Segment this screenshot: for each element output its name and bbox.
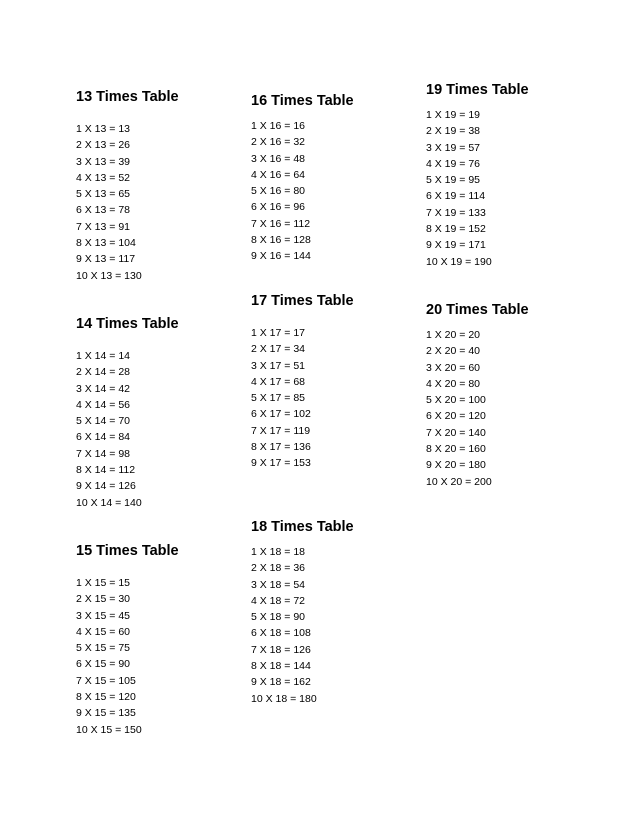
table-row: 5 X 19 = 95	[426, 174, 481, 187]
table-row: 2 X 16 = 32	[251, 136, 306, 149]
table-row: 2 X 13 = 26	[76, 139, 131, 152]
table-rows	[76, 575, 179, 738]
table-row: 3 X 17 = 51	[251, 359, 306, 372]
table-rows	[426, 327, 529, 490]
table-row: 8 X 20 = 160	[426, 443, 486, 456]
table-row: 8 X 13 = 104	[76, 237, 136, 250]
table-row: 10 X 18 = 180	[251, 692, 317, 705]
table-row: 3 X 16 = 48	[251, 152, 306, 165]
table-row: 4 X 20 = 80	[426, 377, 481, 390]
table-row: 4 X 16 = 64	[251, 168, 306, 181]
table-title: 18 Times Table	[251, 519, 354, 535]
table-row: 9 X 14 = 126	[76, 480, 136, 493]
table-row: 9 X 16 = 144	[251, 250, 311, 263]
table-row: 8 X 19 = 152	[426, 223, 486, 236]
table-row: 9 X 17 = 153	[251, 457, 311, 470]
table-row: 5 X 17 = 85	[251, 392, 306, 405]
times-table-16	[251, 92, 354, 265]
table-rows	[251, 325, 354, 472]
table-row: 6 X 17 = 102	[251, 408, 311, 421]
table-row: 3 X 18 = 54	[251, 578, 306, 591]
table-row: 1 X 15 = 15	[76, 577, 131, 589]
table-row: 2 X 18 = 36	[251, 562, 306, 575]
table-row: 4 X 13 = 52	[76, 171, 131, 184]
table-row: 3 X 19 = 57	[426, 141, 481, 154]
table-row: 4 X 17 = 68	[251, 375, 306, 388]
table-title: 13 Times Table	[76, 89, 179, 105]
table-title: 19 Times Table	[426, 82, 529, 98]
table-row: 7 X 17 = 119	[251, 424, 311, 437]
table-row: 8 X 18 = 144	[251, 660, 311, 673]
table-row: 6 X 20 = 120	[426, 410, 486, 423]
times-table-15	[76, 542, 179, 738]
table-row: 5 X 16 = 80	[251, 185, 306, 198]
table-row: 6 X 14 = 84	[76, 431, 131, 444]
table-row: 8 X 14 = 112	[76, 464, 136, 477]
table-row: 1 X 16 = 16	[251, 120, 306, 132]
table-row: 3 X 20 = 60	[426, 361, 481, 374]
table-row: 2 X 15 = 30	[76, 593, 131, 606]
table-row: 8 X 17 = 136	[251, 441, 311, 454]
table-row: 8 X 15 = 120	[76, 691, 136, 704]
table-row: 10 X 15 = 150	[76, 723, 142, 736]
times-table-18	[251, 518, 354, 707]
table-row: 7 X 18 = 126	[251, 643, 311, 656]
table-title: 17 Times Table	[251, 293, 354, 309]
times-table-20	[426, 301, 529, 490]
table-row: 4 X 19 = 76	[426, 157, 481, 170]
table-row: 2 X 17 = 34	[251, 343, 306, 356]
table-row: 1 X 18 = 18	[251, 546, 306, 558]
table-title: 16 Times Table	[251, 93, 354, 109]
table-row: 4 X 15 = 60	[76, 625, 131, 638]
table-row: 6 X 18 = 108	[251, 627, 311, 640]
table-row: 10 X 13 = 130	[76, 269, 142, 282]
times-table-14	[76, 315, 179, 511]
table-row: 2 X 19 = 38	[426, 125, 481, 138]
table-rows	[251, 118, 354, 265]
table-row: 1 X 13 = 13	[76, 123, 131, 135]
table-row: 4 X 18 = 72	[251, 594, 306, 607]
table-rows	[76, 121, 179, 284]
table-row: 7 X 20 = 140	[426, 426, 486, 439]
table-row: 10 X 19 = 190	[426, 255, 492, 268]
times-table-17	[251, 292, 354, 472]
table-row: 8 X 16 = 128	[251, 234, 311, 247]
times-table-13	[76, 88, 179, 284]
table-row: 4 X 14 = 56	[76, 398, 131, 411]
table-row: 2 X 14 = 28	[76, 366, 131, 379]
table-row: 7 X 14 = 98	[76, 447, 131, 460]
table-row: 7 X 13 = 91	[76, 220, 131, 233]
table-title: 14 Times Table	[76, 316, 179, 332]
table-row: 10 X 14 = 140	[76, 496, 142, 509]
table-row: 3 X 14 = 42	[76, 382, 131, 395]
table-title: 15 Times Table	[76, 543, 179, 559]
table-row: 6 X 16 = 96	[251, 201, 306, 214]
table-row: 7 X 15 = 105	[76, 674, 136, 687]
table-row: 5 X 18 = 90	[251, 611, 306, 624]
table-row: 5 X 13 = 65	[76, 188, 131, 201]
table-rows	[251, 544, 354, 707]
table-row: 6 X 13 = 78	[76, 204, 131, 217]
table-rows	[76, 348, 179, 511]
table-row: 10 X 20 = 200	[426, 475, 492, 488]
table-rows	[426, 107, 529, 270]
table-row: 9 X 15 = 135	[76, 707, 136, 720]
table-row: 9 X 13 = 117	[76, 253, 136, 266]
table-row: 7 X 19 = 133	[426, 206, 486, 219]
table-row: 2 X 20 = 40	[426, 345, 481, 358]
table-row: 6 X 19 = 114	[426, 190, 486, 203]
table-row: 1 X 14 = 14	[76, 350, 131, 362]
table-row: 3 X 15 = 45	[76, 609, 131, 622]
table-row: 1 X 19 = 19	[426, 109, 481, 121]
table-row: 5 X 14 = 70	[76, 415, 131, 428]
table-row: 5 X 20 = 100	[426, 394, 486, 407]
table-row: 1 X 17 = 17	[251, 327, 306, 339]
table-row: 9 X 20 = 180	[426, 459, 486, 472]
table-row: 9 X 18 = 162	[251, 676, 311, 689]
table-title: 20 Times Table	[426, 302, 529, 318]
table-row: 9 X 19 = 171	[426, 239, 486, 252]
table-row: 7 X 16 = 112	[251, 217, 311, 230]
times-table-19	[426, 81, 529, 270]
table-row: 5 X 15 = 75	[76, 642, 131, 655]
table-row: 3 X 13 = 39	[76, 155, 131, 168]
table-row: 1 X 20 = 20	[426, 329, 481, 341]
table-row: 6 X 15 = 90	[76, 658, 131, 671]
